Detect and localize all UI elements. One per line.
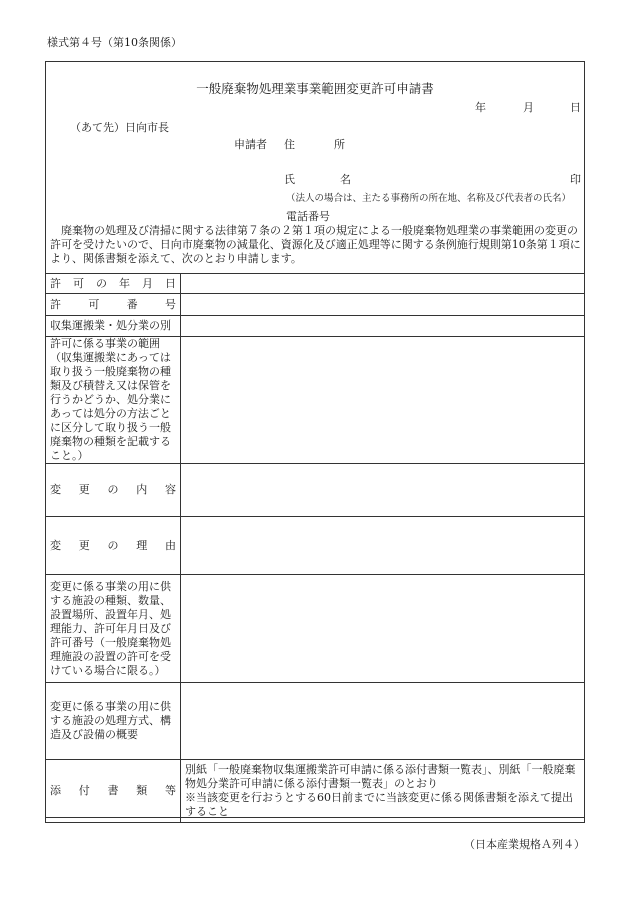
seal-mark: 印	[570, 173, 581, 186]
change-content-field[interactable]	[181, 464, 585, 517]
permit-number-label	[46, 294, 181, 316]
change-reason-label	[46, 517, 181, 575]
permit-date-label	[46, 274, 181, 294]
label-char: の	[107, 483, 119, 496]
facility-info-field[interactable]	[181, 575, 585, 683]
spread-label	[50, 277, 176, 291]
label-char: 類	[136, 784, 148, 797]
label-char: 更	[78, 483, 90, 496]
attachments-text: 別紙「一般廃棄物収集運搬業許可申請に係る添付書類一覧表」、別紙「一般廃棄物処分業許可申請に係る添付書類一覧表」のとおり	[185, 763, 576, 790]
change-content-label	[46, 464, 181, 517]
address-label: 住 所	[284, 138, 359, 151]
label-char: の	[107, 538, 119, 552]
label-char: 更	[78, 538, 90, 552]
table-row	[46, 294, 585, 316]
date-day-label: 日	[570, 101, 581, 114]
application-form	[45, 61, 585, 818]
table-row	[46, 316, 585, 337]
facility-method-label: 変更に係る事業の用に供する施設の処理方式、構造及び設備の概要	[46, 683, 181, 760]
label-char: 番	[126, 297, 138, 311]
permit-number-field[interactable]	[181, 294, 585, 316]
table-row	[46, 337, 585, 464]
applicant-label: 申請者	[234, 138, 267, 151]
label-char: 可	[73, 276, 84, 290]
label-char: 内	[136, 483, 148, 496]
business-scope-field[interactable]	[181, 337, 585, 464]
label-char: 変	[50, 483, 61, 496]
label-char: 容	[165, 483, 176, 496]
table-row	[46, 464, 585, 517]
label-char: 可	[88, 297, 100, 311]
permit-date-field[interactable]	[181, 274, 585, 294]
label-char: 理	[136, 538, 148, 552]
spread-label	[50, 784, 176, 798]
spread-label	[50, 298, 176, 312]
label-char: 付	[78, 784, 90, 797]
label-char: 等	[165, 784, 176, 797]
date-year-label: 年	[475, 101, 486, 114]
corporation-note: （法人の場合は、主たる事務所の所在地、名称及び代表者の氏名）	[286, 193, 572, 204]
phone-label: 電話番号	[286, 210, 330, 223]
application-table	[45, 273, 585, 823]
form-number-label: 様式第４号（第10条関係）	[47, 36, 182, 49]
attachments-label	[46, 760, 181, 823]
table-row	[46, 760, 585, 823]
facility-info-label: 変更に係る事業の用に供する施設の種類、数量、設置場所、設置年月、処理能力、許可年月日及び許可番号（一般廃棄物処理施設の設置の許可を受けている場合に限る。）	[46, 575, 181, 683]
table-row	[46, 683, 585, 760]
table-row	[46, 517, 585, 575]
business-scope-label: 許可に係る事業の範囲（収集運搬業にあっては取り扱う一般廃棄物の種類及び積替え又は保管を行うかどうか、処分業にあっては処分の方法ごとに区分して取り扱う一般廃棄物の種類を記載すること。）	[46, 337, 181, 464]
label-char: 月	[142, 276, 153, 290]
attachments-note: ※当該変更を行おうとする60日前までに当該変更に係る関係書類を添えて提出すること	[185, 791, 573, 818]
label-char: 書	[107, 784, 119, 797]
business-type-field[interactable]	[181, 316, 585, 337]
label-char: 添	[50, 784, 61, 797]
label-char: の	[96, 276, 107, 290]
business-type-label: 収集運搬業・処分業の別	[46, 316, 181, 337]
label-char: 変	[50, 538, 61, 552]
label-char: 許	[50, 297, 61, 311]
application-statement: 廃棄物の処理及び清掃に関する法律第７条の２第１項の規定による一般廃棄物処理業の事業範囲の変更の許可を受けたいので、日向市廃棄物の減量化、資源化及び適正処理等に関する条例施行規則第10条第１項により、関係書類を添えて、次のとおり申請します。	[50, 224, 581, 265]
label-char: 年	[119, 276, 130, 290]
spread-label	[50, 539, 176, 553]
paper-size-note: （日本産業規格Ａ列４）	[464, 838, 585, 851]
table-row	[46, 575, 585, 683]
attachments-field	[181, 760, 585, 823]
label-char: 日	[165, 276, 176, 290]
addressee: （あて先）日向市長	[70, 121, 169, 134]
form-title: 一般廃棄物処理業事業範囲変更許可申請書	[196, 81, 434, 96]
label-char: 許	[50, 276, 61, 290]
spread-label	[50, 483, 176, 497]
change-reason-field[interactable]	[181, 517, 585, 575]
name-label: 氏 名	[284, 173, 368, 186]
label-char: 由	[165, 538, 176, 552]
facility-method-field[interactable]	[181, 683, 585, 760]
table-row	[46, 274, 585, 294]
date-month-label: 月	[523, 101, 534, 114]
label-char: 号	[164, 297, 176, 311]
